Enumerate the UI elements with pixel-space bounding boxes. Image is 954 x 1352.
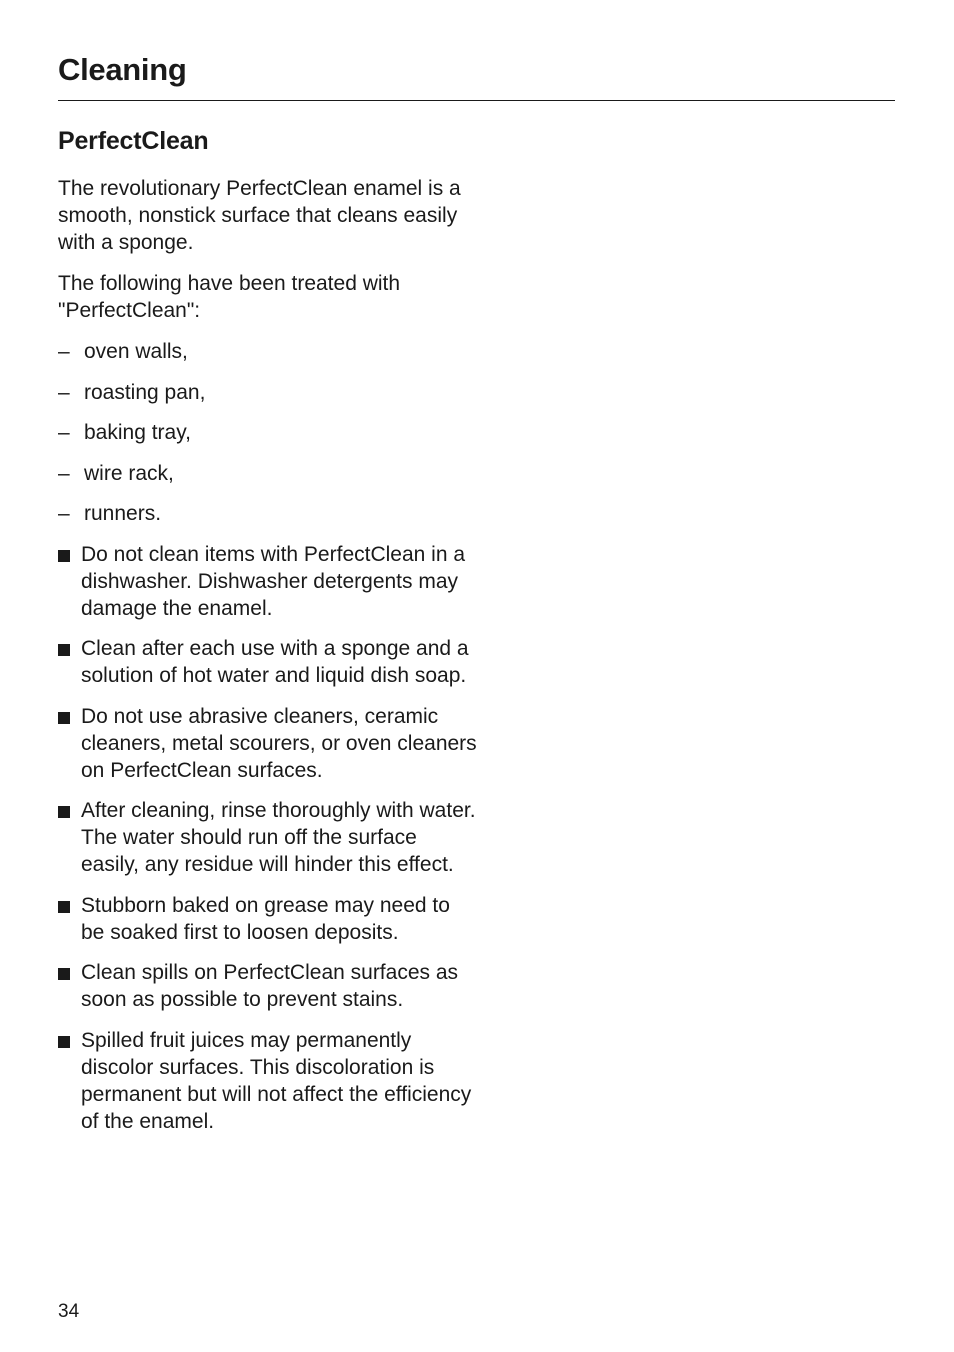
square-bullet-icon (58, 550, 70, 562)
section-heading: PerfectClean (58, 127, 209, 155)
list-item-text: Do not clean items with PerfectClean in a dishwasher. Dishwasher detergents may damage the enamel. (81, 542, 466, 620)
list-item (58, 379, 478, 406)
list-item (58, 541, 478, 622)
list-item (58, 797, 478, 878)
list-item (58, 500, 478, 527)
square-bullet-icon (58, 1036, 70, 1048)
list-item (58, 460, 478, 487)
square-bullet-icon (58, 806, 70, 818)
page-number: 34 (58, 1301, 80, 1322)
intro-paragraph: The revolutionary PerfectClean enamel is a smooth, nonstick surface that cleans easily with a sponge. (58, 177, 461, 254)
square-bullet-icon (58, 968, 70, 980)
page-title: Cleaning (58, 52, 187, 87)
list-item-text: Stubborn baked on grease may need to be soaked first to loosen deposits. (81, 893, 450, 944)
dash-marker: – (58, 340, 70, 363)
list-item (58, 419, 478, 446)
list-item-text: wire rack, (84, 461, 174, 485)
list-item-text: Do not use abrasive cleaners, ceramic cleaners, metal scourers, or oven cleaners on PerfectClean surfaces. (81, 704, 477, 782)
list-item (58, 703, 478, 784)
list-item-text: baking tray, (84, 421, 191, 444)
dash-marker: – (58, 461, 70, 485)
list-item-text: runners. (84, 502, 162, 525)
list-item (58, 892, 478, 946)
list-item-text: Clean spills on PerfectClean surfaces as soon as possible to prevent stains. (81, 961, 459, 1011)
treated-items-list (58, 338, 478, 527)
square-bullet-icon (58, 644, 70, 656)
list-item (58, 1027, 478, 1135)
list-item-text: Spilled fruit juices may permanently discolor surfaces. This discoloration is permanent but will not affect the efficiency of the enamel. (81, 1028, 472, 1133)
square-bullet-icon (58, 712, 70, 724)
main-content (58, 124, 478, 1148)
dash-marker: – (58, 421, 70, 444)
list-item (58, 338, 478, 365)
list-item-text: roasting pan, (84, 380, 206, 404)
list-item (58, 635, 478, 689)
list-item-text: oven walls, (84, 340, 188, 363)
list-item-text: Clean after each use with a sponge and a solution of hot water and liquid dish soap. (81, 637, 469, 687)
dash-marker: – (58, 380, 70, 404)
square-bullet-icon (58, 901, 70, 913)
list-item (58, 959, 478, 1013)
instructions-list (58, 541, 478, 1135)
list-item-text: After cleaning, rinse thoroughly with water. The water should run off the surface easily, any residue will hinder this effect. (81, 799, 476, 876)
page-header (58, 50, 895, 101)
dash-marker: – (58, 502, 70, 525)
treated-intro-paragraph: The following have been treated with "PerfectClean": (58, 272, 401, 322)
